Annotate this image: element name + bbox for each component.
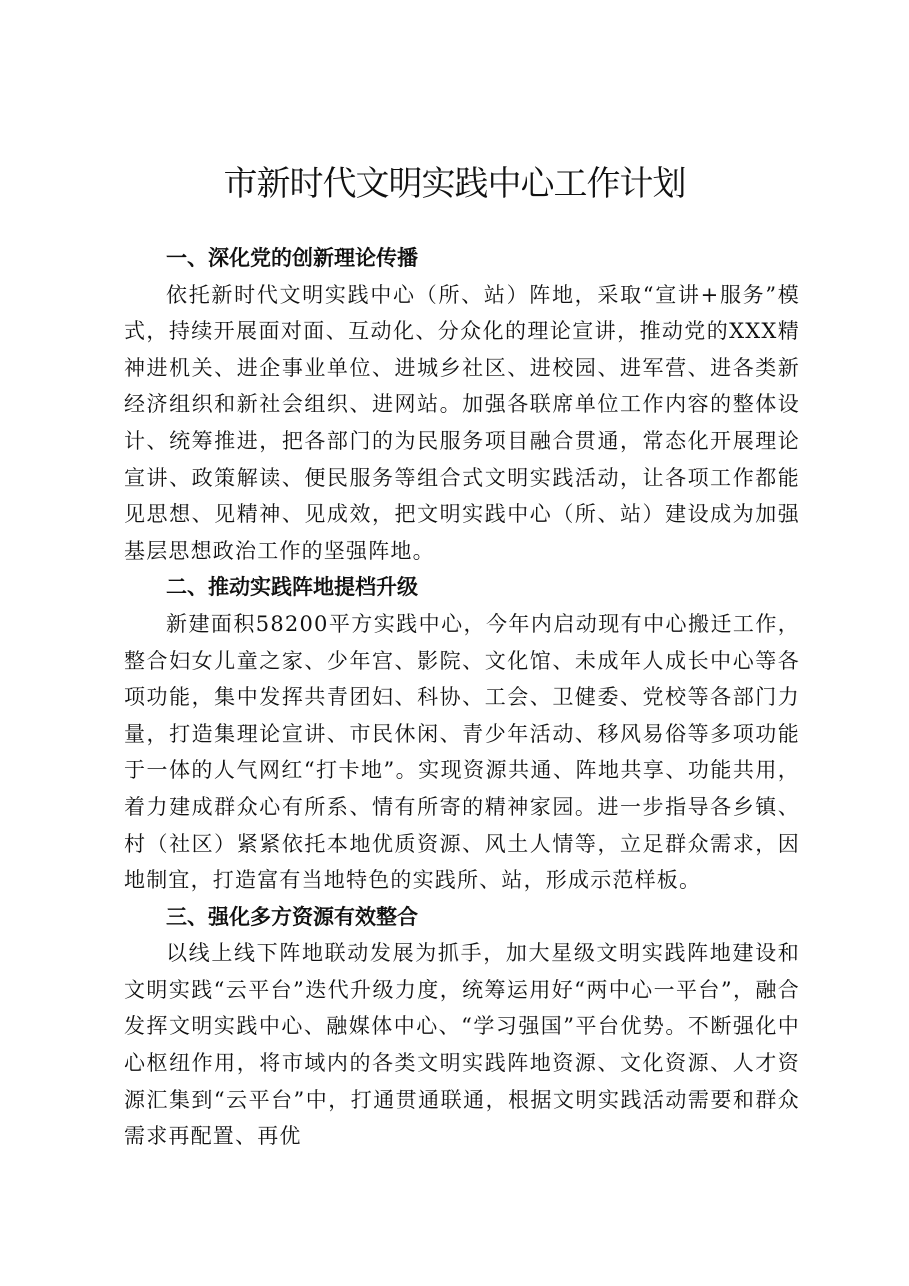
document-title: 市新时代文明实践中心工作计划 (223, 164, 686, 204)
section-paragraph-2: 新建面积58200平方实践中心，今年内启动现有中心搬迁工作，整合妇女儿童之家、少年宫、影院、文化馆、未成年人成长中心等各项功能，集中发挥共青团妇、科协、工会、卫健委、党校等各部门力量，打造集理论宣讲、市民休闲、青少年活动、移风易俗等多项功能于一体的人气网红“打卡地”。实现资源共通、阵地共享、功能共用，着力建成群众心有所系、情有所寄的精神家园。进一步指导各乡镇、村（社区）紧紧依托本地优质资源、风土人情等，立足群众需求，因地制宜，打造富有当地特色的实践所、站，形成示范样板。 (124, 611, 800, 893)
section-heading-2: 二、推动实践阵地提档升级 (166, 575, 418, 600)
document-body (124, 240, 800, 1155)
section-heading-3: 三、强化多方资源有效整合 (166, 904, 418, 929)
section-paragraph-3: 以线上线下阵地联动发展为抓手，加大星级文明实践阵地建设和文明实践“云平台”迭代升级力度，统筹运用好“两中心一平台”，融合发挥文明实践中心、融媒体中心、“学习强国”平台优势。不断强化中心枢纽作用，将市域内的各类文明实践阵地资源、文化资源、人才资源汇集到“云平台”中，打通贯通联通，根据文明实践活动需要和群众需求再配置、再优 (124, 941, 800, 1149)
section-heading-1: 一、深化党的创新理论传播 (166, 246, 418, 270)
section-paragraph-1: 依托新时代文明实践中心（所、站）阵地，采取“宣讲+服务”模式，持续开展面对面、互动化、分众化的理论宣讲，推动党的XXX精神进机关、进企事业单位、进城乡社区、进校园、进军营、进各类新经济组织和新社会组织、进网站。加强各联席单位工作内容的整体设计、统筹推进，把各部门的为民服务项目融合贯通，常态化开展理论宣讲、政策解读、便民服务等组合式文明实践活动，让各项工作都能见思想、见精神、见成效，把文明实践中心（所、站）建设成为加强基层思想政治工作的坚强阵地。 (124, 282, 800, 563)
